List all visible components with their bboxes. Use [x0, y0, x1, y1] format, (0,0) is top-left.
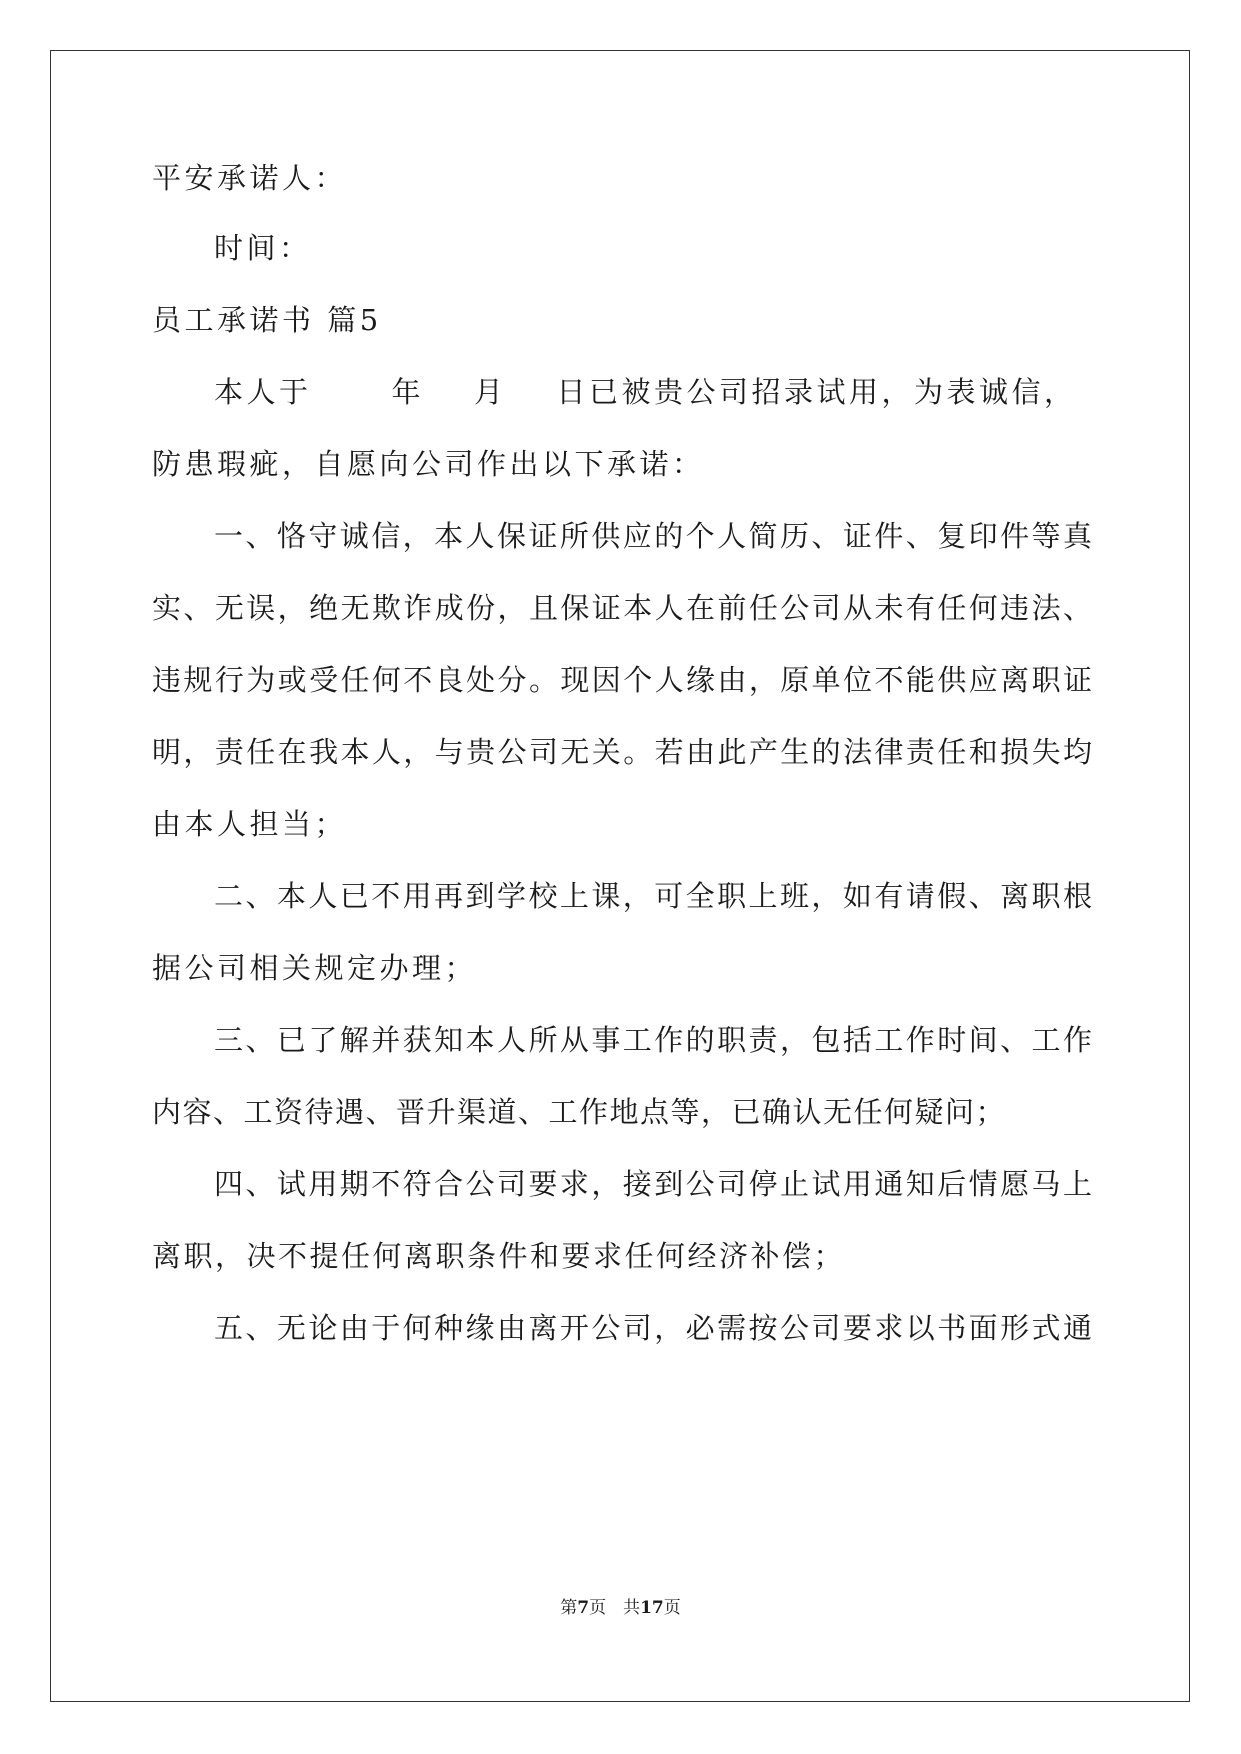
total-page-number: 17	[640, 1598, 664, 1618]
month-label: 月	[474, 375, 507, 409]
clause-3-line-1: 三、已了解并获知本人所从事工作的职责，包括工作时间、工作	[214, 1023, 1092, 1057]
clause-5-line-1: 五、无论由于何种缘由离开公司，必需按公司要求以书面形式通	[214, 1311, 1092, 1345]
footer-mid: 页 共	[589, 1598, 641, 1618]
clause-4-line-1: 四、试用期不符合公司要求，接到公司停止试用通知后情愿马上	[214, 1167, 1092, 1201]
clause-2-line-2: 据公司相关规定办理；	[152, 951, 478, 985]
clause-2-line-1: 二、本人已不用再到学校上课，可全职上班，如有请假、离职根	[214, 879, 1092, 913]
intro-line-2: 防患瑕疵，自愿向公司作出以下承诺：	[152, 447, 705, 481]
footer-prefix: 第	[560, 1598, 578, 1618]
intro-line-1	[214, 372, 1077, 412]
intro-text-2: 日已被贵公司招录试用，为表诚信，	[556, 375, 1077, 409]
clause-4-line-2: 离职，决不提任何离职条件和要求任何经济补偿；	[152, 1239, 846, 1273]
clause-1-line-2: 实、无误，绝无欺诈成份，且保证本人在前任公司从未有任何违法、	[152, 591, 1092, 625]
date-line: 时间：	[214, 231, 312, 265]
clause-3-line-2: 内容、工资待遇、晋升渠道、工作地点等，已确认无任何疑问；	[152, 1095, 1007, 1129]
year-label: 年	[391, 375, 425, 409]
section-heading: 员工承诺书 篇5	[152, 303, 382, 337]
page-footer	[0, 1596, 1241, 1620]
footer-suffix: 页	[663, 1598, 681, 1618]
clause-1-line-4: 明，责任在我本人，与贵公司无关。若由此产生的法律责任和损失均	[152, 735, 1092, 769]
clause-1-line-5: 由本人担当；	[152, 807, 348, 841]
intro-text-1: 本人于	[214, 375, 312, 409]
current-page-number: 7	[577, 1598, 590, 1618]
signatory-line: 平安承诺人：	[152, 161, 348, 195]
clause-1-line-1: 一、恪守诚信，本人保证所供应的个人简历、证件、复印件等真	[214, 519, 1092, 553]
clause-1-line-3: 违规行为或受任何不良处分。现因个人缘由，原单位不能供应离职证	[152, 663, 1092, 697]
